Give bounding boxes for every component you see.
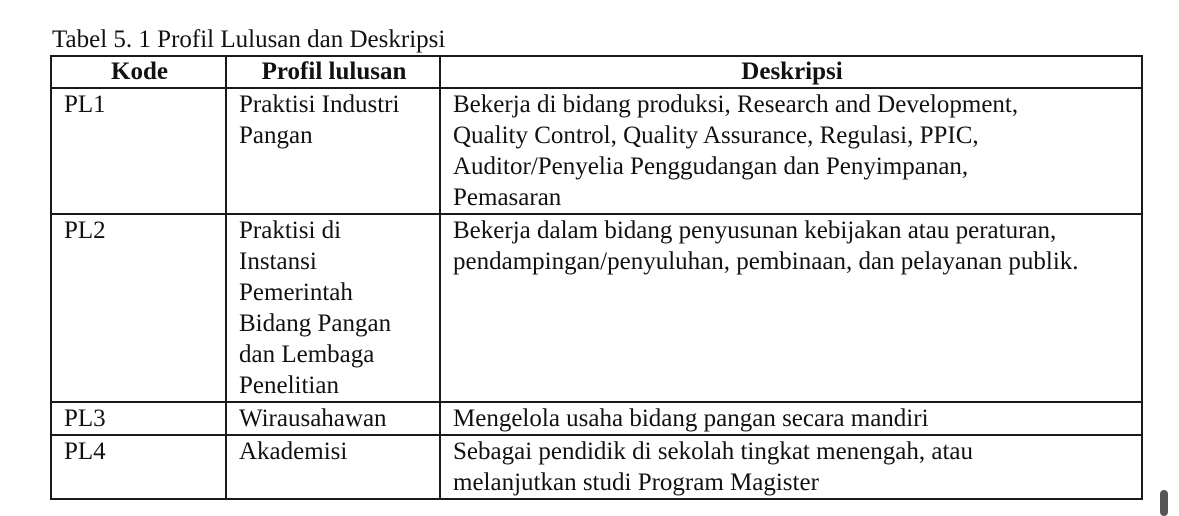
profil-line: Praktisi Industri xyxy=(239,91,400,118)
deskripsi-line: Auditor/Penyelia Penggudangan dan Penyimpanan, xyxy=(453,153,969,180)
deskripsi-line: Pemasaran xyxy=(453,184,562,211)
table-caption: Tabel 5. 1 Profil Lulusan dan Deskripsi xyxy=(52,26,446,53)
cell-kode xyxy=(51,435,226,499)
deskripsi-line: Quality Control, Quality Assurance, Regulasi, PPIC, xyxy=(453,122,979,149)
deskripsi-line: melanjutkan studi Program Magister xyxy=(453,469,819,496)
table-row xyxy=(51,88,1142,214)
kode-text: PL1 xyxy=(64,91,106,118)
header-deskripsi: Deskripsi xyxy=(440,56,1142,88)
profil-line: Pangan xyxy=(239,122,313,149)
cell-kode xyxy=(51,88,226,214)
table-row xyxy=(51,214,1142,402)
profil-line: Penelitian xyxy=(239,372,339,399)
table-header-row xyxy=(51,56,1142,88)
deskripsi-line: Bekerja di bidang produksi, Research and Development, xyxy=(453,91,1019,118)
deskripsi-line: Sebagai pendidik di sekolah tingkat menengah, atau xyxy=(453,438,973,465)
cell-deskripsi xyxy=(440,402,1142,435)
profil-line: Akademisi xyxy=(239,438,348,465)
table-row xyxy=(51,435,1142,499)
kode-text: PL2 xyxy=(64,217,106,244)
profil-line: Praktisi di xyxy=(239,217,342,244)
cell-profil xyxy=(226,435,440,499)
header-kode: Kode xyxy=(51,56,226,88)
cell-kode xyxy=(51,214,226,402)
profil-lulusan-table xyxy=(50,55,1143,500)
scrollbar-handle[interactable] xyxy=(1160,490,1168,516)
deskripsi-line: Mengelola usaha bidang pangan secara mandiri xyxy=(453,405,929,432)
cell-deskripsi xyxy=(440,214,1142,402)
cell-kode xyxy=(51,402,226,435)
deskripsi-line: Bekerja dalam bidang penyusunan kebijakan atau peraturan, xyxy=(453,217,1057,244)
table-row xyxy=(51,402,1142,435)
cell-profil xyxy=(226,88,440,214)
profil-line: Instansi xyxy=(239,248,317,275)
header-profil-lulusan: Profil lulusan xyxy=(226,56,440,88)
profil-line: dan Lembaga xyxy=(239,341,375,368)
profil-line: Bidang Pangan xyxy=(239,310,392,337)
deskripsi-line: pendampingan/penyuluhan, pembinaan, dan pelayanan publik. xyxy=(453,248,1079,275)
kode-text: PL3 xyxy=(64,405,106,432)
kode-text: PL4 xyxy=(64,438,106,465)
profil-line: Wirausahawan xyxy=(239,405,387,432)
cell-deskripsi xyxy=(440,88,1142,214)
cell-profil xyxy=(226,214,440,402)
profil-line: Pemerintah xyxy=(239,279,353,306)
cell-deskripsi xyxy=(440,435,1142,499)
cell-profil xyxy=(226,402,440,435)
